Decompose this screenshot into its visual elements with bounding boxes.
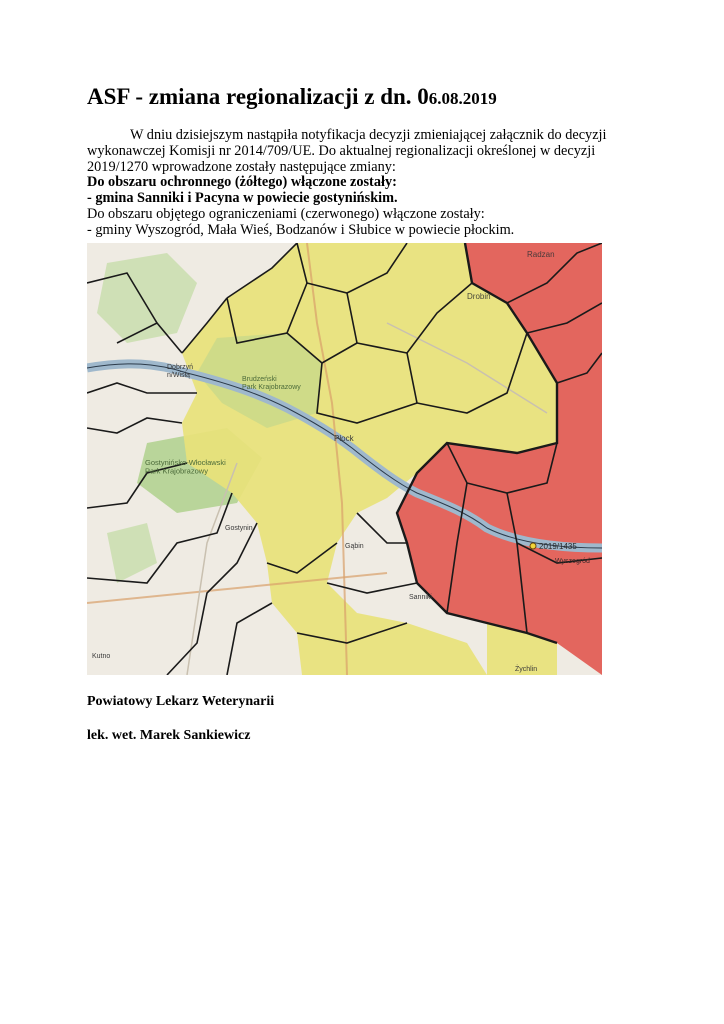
label-radzanow: Radzan [527,250,555,259]
document-body [87,128,632,239]
map-svg [87,243,602,675]
label-gabin: Gąbin [345,543,364,550]
signature-name: lek. wet. Marek Sankiewicz [87,728,251,743]
label-wyszogrod: Wyszogród [555,558,590,565]
label-zychlin: Żychlin [515,666,538,673]
intro-paragraph: W dniu dzisiejszym nastąpiła notyfikacja decyzji zmieniającej załącznik do decyzji wykonawczej Komisji nr 2014/709/UE. Do aktualnej regionalizacji określonej w decyzji 2019/1270 wprowadzone zostały następujące zmiany: [87,127,607,175]
yellow-zone-item: - gmina Sanniki i Pacyna w powiecie gostynińskim. [87,190,398,207]
label-outbreak: 2019/1435 [539,542,577,551]
title-main: ASF - zmiana regionalizacji z dn. 0 [87,84,429,109]
asf-zone-map [87,243,602,675]
title-date: 6.08.2019 [428,89,497,108]
label-dobrzyn: Dobrzyń n/Wisłą [167,364,194,379]
signature-role: Powiatowy Lekarz Weterynarii [87,694,275,709]
label-brudzenski: Brudzeński Park Krajobrazowy [242,376,301,391]
document-title [87,84,497,110]
label-gostyninsko: Gostynińsko-Włocławski Park Krajobrazowy [145,458,226,476]
label-drobin: Drobin [467,292,491,301]
outbreak-marker [530,543,536,549]
label-sanniki: Sanniki [409,594,432,601]
yellow-zone-heading: Do obszaru ochronnego (żółtego) włączone zostały: [87,174,397,191]
label-gostynin: Gostynin [225,525,253,532]
red-zone-heading: Do obszaru objętego ograniczeniami (czerwonego) włączone zostały: [87,205,485,222]
red-zone-item: - gminy Wyszogród, Mała Wieś, Bodzanów i Słubice w powiecie płockim. [87,221,515,238]
label-kutno: Kutno [92,653,111,660]
label-plock: Płock [334,434,354,443]
